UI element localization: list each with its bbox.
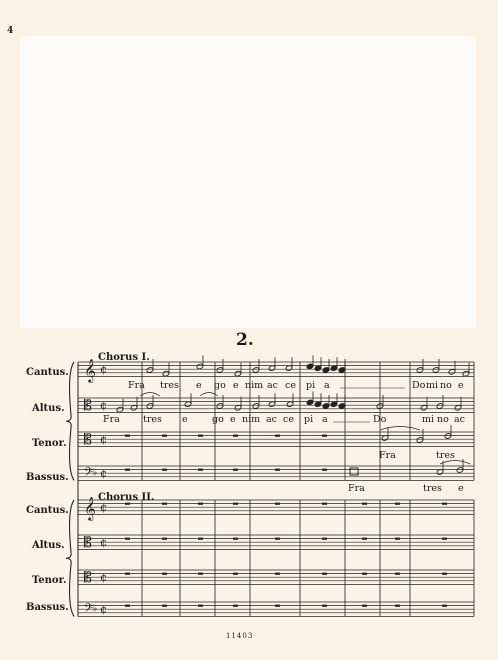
- lyric-altus: ce: [283, 414, 294, 425]
- part-label-altus-2: Altus.: [32, 540, 65, 551]
- whole-rest: [198, 435, 203, 437]
- lyric-cantus: go: [214, 380, 226, 391]
- bassus-breve: [350, 468, 358, 475]
- whole-rest: [395, 573, 400, 575]
- whole-rest: [275, 538, 280, 540]
- lyric-altus: e: [182, 414, 188, 425]
- whole-rest: [322, 469, 327, 471]
- whole-rest: [198, 503, 203, 505]
- lyric-altus: e: [230, 414, 236, 425]
- whole-rest: [125, 435, 130, 437]
- part-label-altus-1: Altus.: [32, 403, 65, 414]
- c-clef: 𝄡: [84, 432, 92, 448]
- lyric-bassus: Fra: [348, 483, 365, 494]
- whole-rest: [162, 605, 167, 607]
- piece-number: 2.: [236, 330, 254, 350]
- whole-rest: [442, 573, 447, 575]
- part-label-tenor-1: Tenor.: [32, 438, 67, 449]
- whole-rest: [233, 503, 238, 505]
- lyric-cantus: mi: [426, 380, 439, 391]
- whole-rest: [442, 605, 447, 607]
- whole-rest: [125, 538, 130, 540]
- whole-rest: [275, 573, 280, 575]
- whole-rest: [395, 538, 400, 540]
- lyric-altus: a: [322, 414, 328, 425]
- whole-rest: [395, 503, 400, 505]
- lyric-cantus: tres: [160, 380, 179, 391]
- lyric-cantus: ac: [267, 380, 278, 391]
- treble-clef: 𝄞: [84, 358, 96, 382]
- flat-sign: ♭: [93, 468, 98, 478]
- lyric-cantus: e: [233, 380, 239, 391]
- plate-number: 11403: [226, 632, 254, 640]
- whole-rest: [162, 573, 167, 575]
- whole-rest: [198, 469, 203, 471]
- lyric-altus: ac: [454, 414, 465, 425]
- lyric-cantus: a: [324, 380, 330, 391]
- bass-clef: 𝄢: [84, 602, 94, 618]
- time-signature: ¢: [100, 467, 107, 480]
- time-signature: ¢: [100, 363, 107, 376]
- part-label-bassus-2: Bassus.: [26, 602, 69, 613]
- whole-rest: [275, 435, 280, 437]
- part-label-cantus-2: Cantus.: [26, 505, 69, 516]
- lyric-altus: ac: [266, 414, 277, 425]
- lyric-cantus: no: [440, 380, 452, 391]
- c-clef: 𝄡: [84, 570, 92, 586]
- c-clef: 𝄡: [84, 398, 92, 414]
- whole-rest: [275, 605, 280, 607]
- faded-panel: [20, 36, 476, 328]
- whole-rest: [322, 435, 327, 437]
- time-signature: ¢: [100, 399, 107, 412]
- time-signature: ¢: [100, 501, 107, 514]
- whole-rest: [362, 503, 367, 505]
- whole-rest: [162, 503, 167, 505]
- whole-rest: [442, 503, 447, 505]
- bass-clef: 𝄢: [84, 466, 94, 482]
- lyric-cantus: Fra: [128, 380, 145, 391]
- whole-rest: [322, 538, 327, 540]
- whole-rest: [395, 605, 400, 607]
- score-system: [0, 340, 498, 640]
- tie: [380, 427, 420, 431]
- flat-sign: ♭: [93, 604, 98, 614]
- brace-chorus-1: [66, 362, 74, 480]
- lyric-altus: Do: [373, 414, 387, 425]
- lyric-altus: pi: [304, 414, 314, 425]
- lyric-altus: no: [437, 414, 449, 425]
- lyric-cantus: nim: [245, 380, 264, 391]
- whole-rest: [198, 573, 203, 575]
- time-signature: ¢: [100, 536, 107, 549]
- lyric-cantus: e: [196, 380, 202, 391]
- lyric-tenor: Fra: [379, 450, 396, 461]
- part-label-tenor-2: Tenor.: [32, 575, 67, 586]
- brace-chorus-2: [66, 500, 74, 616]
- whole-rest: [275, 469, 280, 471]
- whole-rest: [162, 538, 167, 540]
- whole-rest: [322, 573, 327, 575]
- lyric-cantus: Do: [412, 380, 426, 391]
- whole-rest: [125, 573, 130, 575]
- tie: [140, 393, 160, 397]
- lyric-tenor: tres: [436, 450, 455, 461]
- lyric-altus: mi: [422, 414, 435, 425]
- time-signature: ¢: [100, 571, 107, 584]
- whole-rest: [233, 538, 238, 540]
- whole-rest: [198, 605, 203, 607]
- whole-rest: [362, 573, 367, 575]
- chorus-1-label: Chorus I.: [98, 352, 150, 363]
- whole-rest: [322, 605, 327, 607]
- whole-rest: [233, 435, 238, 437]
- time-signature: ¢: [100, 603, 107, 616]
- whole-rest: [362, 538, 367, 540]
- whole-rest: [322, 503, 327, 505]
- whole-rest: [125, 469, 130, 471]
- whole-rest: [233, 573, 238, 575]
- lyric-altus: tres: [143, 414, 162, 425]
- lyric-bassus: tres: [423, 483, 442, 494]
- faded-previous-system: [0, 36, 498, 328]
- part-label-bassus-1: Bassus.: [26, 472, 69, 483]
- lyric-altus: Fra: [103, 414, 120, 425]
- lyric-altus: nim: [242, 414, 261, 425]
- lyric-cantus: e: [458, 380, 464, 391]
- time-signature: ¢: [100, 433, 107, 446]
- lyric-cantus: pi: [306, 380, 316, 391]
- c-clef: 𝄡: [84, 535, 92, 551]
- whole-rest: [233, 605, 238, 607]
- lyric-cantus: ce: [285, 380, 296, 391]
- whole-rest: [162, 469, 167, 471]
- whole-rest: [198, 538, 203, 540]
- part-label-cantus-1: Cantus.: [26, 367, 69, 378]
- whole-rest: [442, 538, 447, 540]
- whole-rest: [275, 503, 280, 505]
- lyric-altus: go: [212, 414, 224, 425]
- page-number: 4: [7, 26, 14, 36]
- whole-rest: [362, 605, 367, 607]
- whole-rest: [125, 605, 130, 607]
- lyric-bassus: e: [458, 483, 464, 494]
- whole-rest: [162, 435, 167, 437]
- chorus-2-label: Chorus II.: [98, 492, 155, 503]
- treble-clef: 𝄞: [84, 496, 96, 520]
- whole-rest: [233, 469, 238, 471]
- tie: [440, 461, 470, 465]
